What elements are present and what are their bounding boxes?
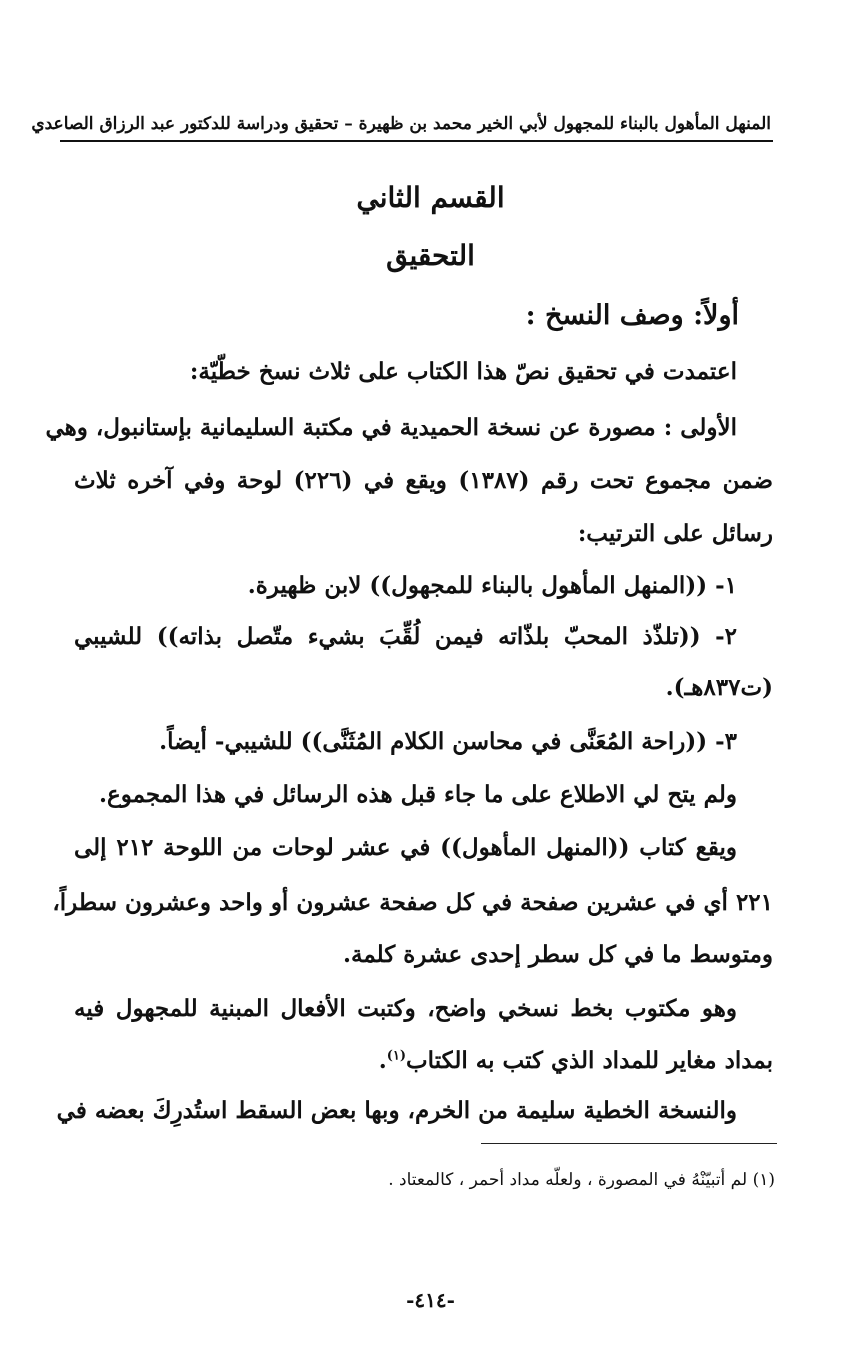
body-line: ٢٢١ أي في عشرين صفحة في كل صفحة عشرون أو واحد وعشرون سطراً، — [52, 889, 773, 916]
footnote-reference: (١) — [386, 1048, 407, 1064]
sentence-end: . — [378, 1047, 387, 1074]
body-line: اعتمدت في تحقيق نصّ هذا الكتاب على ثلاث نسخ خطّيّة: — [189, 358, 737, 385]
list-item-continuation: (ت٨٣٧هـ). — [665, 674, 773, 701]
list-item: ٢- ((تلذّذ المحبّ بلذّاته فيمن لُقِّبَ بشيء متّصل بذاته)) للشيبي — [74, 623, 737, 650]
body-line: وهو مكتوب بخط نسخي واضح، وكتبت الأفعال المبنية للمجهول فيه — [74, 995, 737, 1022]
header-rule — [60, 140, 773, 142]
footnote-rule — [481, 1143, 777, 1144]
body-line: ومتوسط ما في كل سطر إحدى عشرة كلمة. — [343, 941, 773, 968]
body-line: رسائل على الترتيب: — [577, 520, 773, 547]
footnote: (١) لم أتبيّنْهُ في المصورة ، ولعلّه مداد أحمر ، كالمعتاد . — [388, 1170, 775, 1190]
body-line: الأولى : مصورة عن نسخة الحميدية في مكتبة السليمانية بإستانبول، وهي — [45, 414, 737, 441]
list-item: ١- ((المنهل المأهول بالبناء للمجهول)) لابن ظهيرة. — [247, 572, 737, 599]
body-line: ويقع كتاب ((المنهل المأهول)) في عشر لوحات من اللوحة ٢١٢ إلى — [74, 834, 737, 861]
part-subtitle: التحقيق — [386, 239, 475, 272]
body-line: ولم يتح لي الاطلاع على ما جاء قبل هذه الرسائل في هذا المجموع. — [98, 781, 737, 808]
running-header: المنهل المأهول بالبناء للمجهول لأبي الخير محمد بن ظهيرة – تحقيق ودراسة للدكتور عبد الرزاق الصاعدي — [31, 114, 771, 134]
body-line: ضمن مجموع تحت رقم (١٣٨٧) ويقع في (٢٢٦) لوحة وفي آخره ثلاث — [74, 467, 773, 494]
body-line-text: بمداد مغاير للمداد الذي كتب به الكتاب — [406, 1047, 773, 1074]
body-line — [74, 1041, 773, 1081]
part-title: القسم الثاني — [356, 181, 505, 214]
list-item: ٣- ((راحة المُعَنَّى في محاسن الكلام المُثَنَّى)) للشيبي- أيضاً. — [159, 728, 737, 755]
subheading: أولاً: وصف النسخ : — [525, 300, 739, 331]
body-line: والنسخة الخطية سليمة من الخرم، وبها بعض السقط استُدرِكَ بعضه في — [56, 1097, 737, 1124]
page-number: -٤١٤- — [406, 1288, 455, 1312]
